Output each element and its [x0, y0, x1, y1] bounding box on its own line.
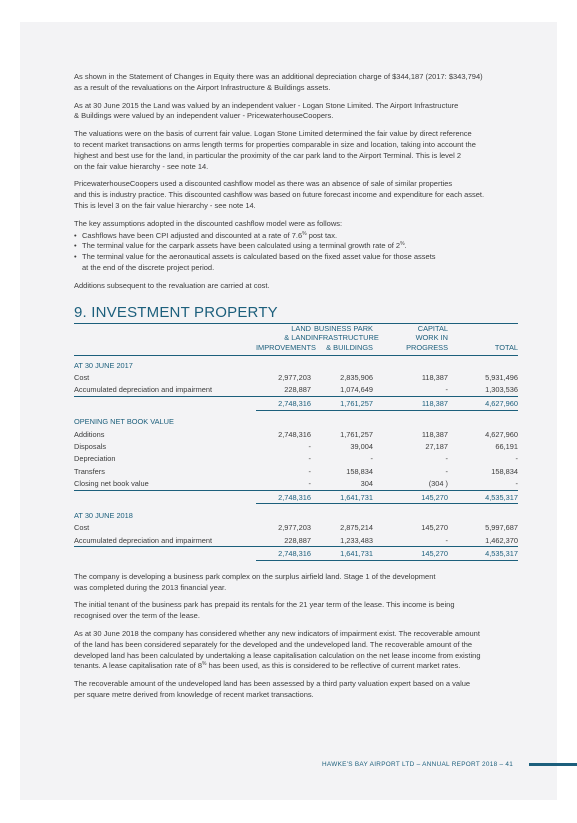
table-cell: - — [308, 479, 311, 489]
total-cell: 1,761,257 — [311, 397, 373, 410]
investment-property-table — [74, 324, 518, 561]
section-heading: AT 30 JUNE 2017 — [74, 360, 133, 370]
table-cell: - — [515, 479, 518, 489]
total-row — [74, 490, 518, 503]
column-header: PROGRESS — [406, 343, 448, 353]
total-row — [74, 397, 518, 410]
table-cell: - — [445, 466, 448, 476]
table-cell: 27,187 — [425, 441, 448, 451]
table-cell: - — [515, 454, 518, 464]
footer-accent-bar — [529, 763, 577, 766]
total-cell: 1,641,731 — [311, 547, 373, 560]
column-header — [448, 333, 518, 343]
row-label: Closing net book value — [74, 479, 149, 489]
column-header: WORK IN — [415, 333, 448, 343]
table-cell: 158,834 — [491, 466, 518, 476]
table-cell: 2,977,203 — [278, 523, 311, 533]
column-header: INFRASTRUCTURE — [311, 333, 379, 343]
table-cell: 2,875,214 — [340, 523, 373, 533]
total-cell: 4,535,317 — [448, 490, 518, 503]
paragraph: The valuations were on the basis of current fair value. Logan Stone Limited determined the fair value by direct reference to recent market transactions on arms length terms for properties comparable in size and location, taking into account the highest and best use for the land, in particular the proximity of the car park land to the Airport Terminal. This is level 2 on the fair value hierarchy - see note 14. — [74, 129, 476, 171]
assumption-list — [74, 231, 518, 274]
total-row — [74, 547, 518, 560]
total-cell: 118,387 — [373, 397, 448, 410]
row-label: Accumulated depreciation and impairment — [74, 385, 213, 395]
column-header: CAPITAL — [417, 323, 448, 333]
table-cell: 158,834 — [346, 466, 373, 476]
table-cell: 1,303,536 — [485, 385, 518, 395]
bullet-icon: • — [74, 230, 77, 240]
table-cell: 145,270 — [421, 523, 448, 533]
bullet-icon: • — [74, 241, 77, 251]
row-label: Transfers — [74, 466, 105, 476]
column-header: & BUILDINGS — [326, 343, 373, 353]
list-item: • The terminal value for the aeronautical assets is calculated based on the fixed asset value for those assets at the end of the discrete project period. — [74, 252, 436, 272]
table-row — [74, 428, 518, 440]
table-cell: - — [445, 385, 448, 395]
total-cell: 2,748,316 — [256, 547, 311, 560]
table-cell: 1,233,483 — [340, 535, 373, 545]
column-header: LAND — [291, 323, 311, 333]
paragraph: As at 30 June 2015 the Land was valued by an independent valuer - Logan Stone Limited. The Airport Infrastructure & Buildings were valued by an independent valuer - PricewaterhouseCoopers. — [74, 100, 459, 121]
section-heading: OPENING NET BOOK VALUE — [74, 417, 174, 427]
column-header: IMPROVEMENTS — [256, 343, 316, 353]
row-label: Additions — [74, 429, 105, 439]
total-cell: 4,627,960 — [448, 397, 518, 410]
table-cell: 228,887 — [284, 535, 311, 545]
bullet-icon: • — [74, 252, 77, 262]
page-content — [74, 72, 518, 708]
table-row — [74, 534, 518, 547]
column-header: & LAND — [284, 333, 311, 343]
row-label: Cost — [74, 523, 90, 533]
table-cell: - — [445, 454, 448, 464]
table-cell: - — [308, 466, 311, 476]
paragraph: The recoverable amount of the undeveloped land has been assessed by a third party valuation expert based on a value per square metre derived from knowledge of recent market transactions. — [74, 679, 471, 699]
table-cell: (304 ) — [428, 479, 448, 489]
column-header — [448, 324, 518, 334]
row-label: Cost — [74, 373, 90, 383]
row-label: Accumulated depreciation and impairment — [74, 535, 213, 545]
row-label: Disposals — [74, 441, 107, 451]
paragraph: As at 30 June 2018 the company has considered whether any new indicators of impairment exist. The recoverable amount of the land has been considered separately for the developed and the undeveloped land. The recoverable amount of the developed land has been calculated by undertaking a lease capitalisation calculation on the net lease income from existing tenants. A lease capitalisation rate of 8% has been used, as this is considered to be reflective of current market rates. — [74, 628, 481, 671]
table-cell: 5,997,687 — [485, 523, 518, 533]
table-cell: 5,931,496 — [485, 373, 518, 383]
section-heading-row — [74, 416, 518, 428]
table-cell: - — [445, 535, 448, 545]
table-row — [74, 453, 518, 465]
column-header: BUSINESS PARK — [313, 323, 373, 333]
table-cell: 2,977,203 — [278, 373, 311, 383]
section-heading: AT 30 JUNE 2018 — [74, 510, 133, 520]
paragraph: PricewaterhouseCoopers used a discounted cashflow model as there was an absence of sale of similar properties and this is industry practice. This discounted cashflow was based on future forecast income and expenditure for each asset. This is level 3 on the fair value hierarchy - see note 14. — [74, 179, 485, 210]
total-cell: 2,748,316 — [256, 397, 311, 410]
table-cell: - — [308, 441, 311, 451]
header-row — [74, 343, 518, 355]
section-heading-row — [74, 359, 518, 371]
paragraph: As shown in the Statement of Changes in Equity there was an additional depreciation charge of $344,187 (2017: $343,794) as a result of the revaluations on the Airport Infrastructure & Buildings assets. — [74, 72, 483, 92]
total-cell: 4,535,317 — [448, 547, 518, 560]
row-label: Depreciation — [74, 454, 116, 464]
paragraph: Additions subsequent to the revaluation are carried at cost. — [74, 280, 270, 290]
table-cell: - — [370, 454, 373, 464]
table-cell: 304 — [360, 479, 373, 489]
table-row — [74, 477, 518, 490]
header-row — [74, 333, 518, 343]
list-item: • The terminal value for the carpark assets have been calculated using a terminal growth rate of 2%. — [74, 241, 407, 251]
table-row — [74, 371, 518, 383]
table-cell: 1,074,649 — [340, 385, 373, 395]
table-row — [74, 384, 518, 397]
closing-notes — [74, 572, 518, 701]
total-cell: 1,641,731 — [311, 490, 373, 503]
total-cell: 145,270 — [373, 547, 448, 560]
table-cell: 2,748,316 — [278, 429, 311, 439]
table-row — [74, 522, 518, 534]
table-row — [74, 440, 518, 452]
table-cell: 39,004 — [350, 441, 373, 451]
table-row — [74, 465, 518, 477]
table-cell: 2,835,906 — [340, 373, 373, 383]
total-cell: 2,748,316 — [256, 490, 311, 503]
total-cell: 145,270 — [373, 490, 448, 503]
table-cell: 1,462,370 — [485, 535, 518, 545]
paragraph: The key assumptions adopted in the discounted cashflow model were as follows: — [74, 218, 343, 228]
table-cell: 66,191 — [495, 441, 518, 451]
paragraph: The initial tenant of the business park has prepaid its rentals for the 21 year term of the lease. This income is being recognised over the term of the lease. — [74, 600, 455, 621]
table-cell: 118,387 — [421, 373, 448, 383]
header-row — [74, 324, 518, 334]
table-cell: 4,627,960 — [485, 429, 518, 439]
page-footer: HAWKE'S BAY AIRPORT LTD – ANNUAL REPORT 2018 – 41 — [322, 761, 514, 768]
column-header: TOTAL — [494, 343, 518, 353]
list-item: • Cashflows have been CPI adjusted and discounted at a rate of 7.6% post tax. — [74, 230, 338, 240]
section-title: 9. INVESTMENT PROPERTY — [74, 303, 278, 321]
table-cell: 118,387 — [421, 429, 448, 439]
section-heading-row — [74, 509, 518, 521]
table-cell: 1,761,257 — [340, 429, 373, 439]
paragraph: The company is developing a business park complex on the surplus airfield land. Stage 1 of the development was completed during the 2013 financial year. — [74, 571, 436, 592]
report-page — [20, 22, 557, 800]
table-cell: 228,887 — [284, 385, 311, 395]
table-cell: - — [308, 454, 311, 464]
